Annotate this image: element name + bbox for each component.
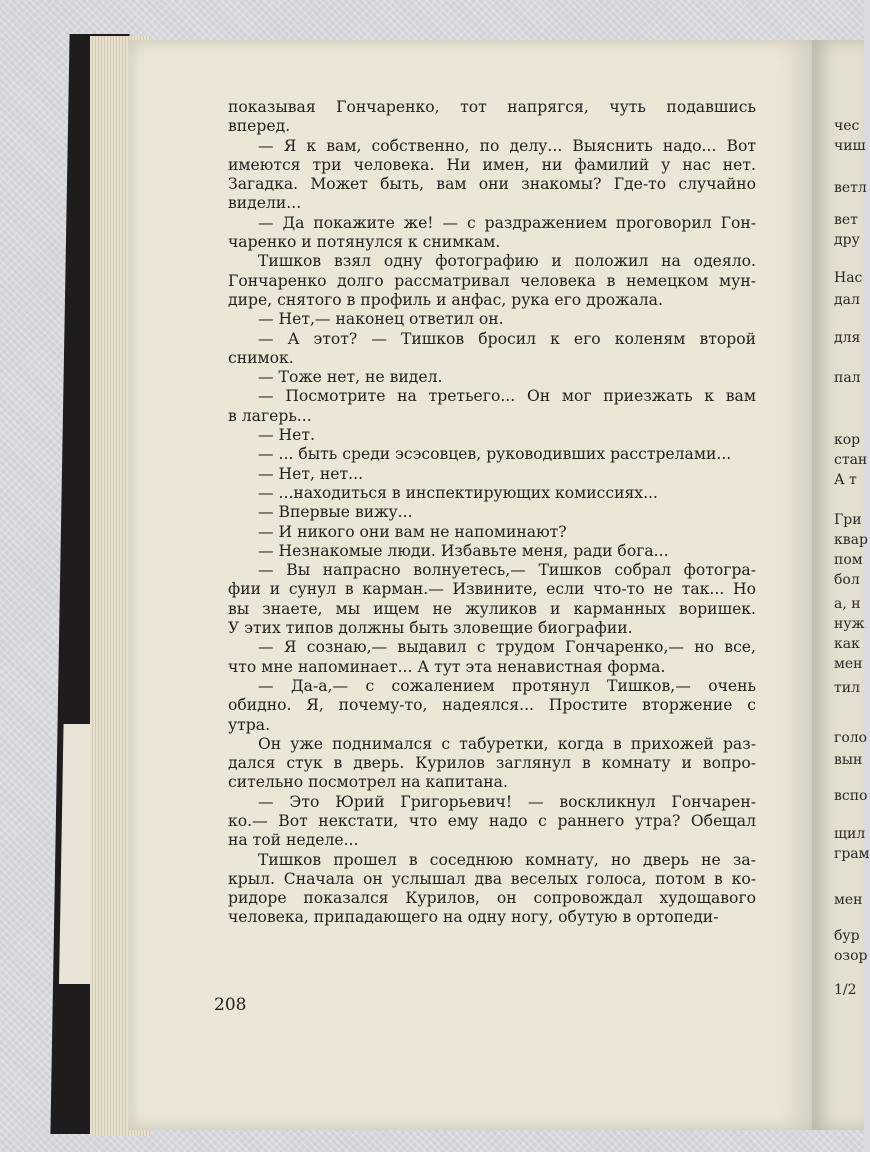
text-line: имеются три человека. Ни имен, ни фамилий у нас нет.: [228, 155, 756, 174]
text-line: Тишков взял одну фотографию и положил на одеяло.: [258, 252, 756, 271]
right-page-fragment: а, н: [834, 596, 861, 612]
paragraph: [228, 214, 756, 253]
right-page-fragment: для: [834, 330, 861, 346]
text-line: ко.— Вот некстати, что ему надо с раннего утра? Обещал: [228, 811, 756, 830]
right-page-fragment: пал: [834, 370, 861, 386]
text-line: дался стук в дверь. Курилов заглянул в комнату и вопро-: [228, 754, 756, 773]
paragraph: [228, 98, 756, 137]
right-page-fragment: стан: [834, 452, 868, 468]
text-line: — Да покажите же! — с раздражением проговорил Гон-: [258, 213, 756, 232]
text-line: дире, снятого в профиль и анфас, рука его дрожала.: [228, 290, 663, 309]
text-line: сительно посмотрел на капитана.: [228, 773, 508, 792]
text-line: — И никого они вам не напоминают?: [258, 522, 567, 541]
right-page-fragment: пом: [834, 552, 863, 568]
text-line: — Посмотрите на третьего... Он мог приезжать к вам: [258, 387, 756, 406]
paragraph: [228, 465, 756, 484]
right-page-fragment: мен: [834, 892, 863, 908]
text-line: снимок.: [228, 348, 294, 367]
page-text: [228, 98, 756, 928]
text-line: Загадка. Может быть, вам они знакомы? Где-то случайно: [228, 175, 756, 194]
paragraph: [228, 310, 756, 329]
right-page-fragment: дру: [834, 232, 860, 248]
text-line: показывая Гончаренко, тот напрягся, чуть подавшись: [228, 98, 756, 116]
text-line: видели...: [228, 194, 302, 213]
text-line: — Нет, нет...: [258, 464, 364, 483]
right-page-fragment: вын: [834, 752, 863, 768]
text-line: — ...находиться в инспектирующих комиссиях...: [258, 483, 658, 502]
text-line: чаренко и потянулся к снимкам.: [228, 233, 501, 252]
page-number: 208: [214, 995, 247, 1015]
paragraph: [228, 387, 756, 426]
text-line: — Нет.: [258, 426, 315, 445]
right-page-fragment: бол: [834, 572, 860, 588]
paragraph: [228, 735, 756, 793]
text-line: — Это Юрий Григорьевич! — воскликнул Гончарен-: [258, 792, 756, 811]
paragraph: [228, 445, 756, 464]
right-page-fragment: нуж: [834, 616, 865, 632]
text-line: на той неделе...: [228, 831, 359, 850]
paragraph: [228, 793, 756, 851]
right-page-fragment: как: [834, 636, 860, 652]
text-line: — Я сознаю,— выдавил с трудом Гончаренко,— но все,: [258, 638, 756, 657]
text-line: — Вы напрасно волнуетесь,— Тишков собрал фотогра-: [258, 561, 756, 580]
paragraph: [228, 368, 756, 387]
text-line: — А этот? — Тишков бросил к его коленям второй: [258, 329, 756, 348]
text-line: Он уже поднимался с табуретки, когда в прихожей раз-: [258, 734, 756, 753]
right-page-fragment: грам: [834, 846, 870, 862]
text-line: — Да-а,— с сожалением протянул Тишков,— очень: [258, 676, 756, 695]
text-line: Тишков прошел в соседнюю комнату, но дверь не за-: [258, 850, 756, 869]
text-line: — ... быть среди эсэсовцев, руководивших расстрелами...: [258, 445, 732, 464]
text-line: — Тоже нет, не видел.: [258, 368, 443, 387]
text-line: вперед.: [228, 117, 291, 136]
text-line: — Нет,— наконец ответил он.: [258, 310, 504, 329]
text-line: человека, припадающего на одну ногу, обутую в ортопеди-: [228, 908, 719, 927]
right-page-fragment: чиш: [834, 138, 866, 154]
right-page-fragment: щил: [834, 826, 866, 842]
right-book-page: [812, 40, 870, 1130]
right-page-fragment: голо: [834, 730, 868, 746]
right-page-fragment: Гри: [834, 512, 862, 528]
right-page-fragment: Нас: [834, 270, 863, 286]
text-line: фии и сунул в карман.— Извините, если что-то не так... Но: [228, 580, 756, 599]
right-page-fragment: вспо: [834, 788, 868, 804]
text-line: в лагерь...: [228, 406, 312, 425]
right-page-fragment: ветл: [834, 180, 867, 196]
right-page-fragment: А т: [834, 472, 857, 488]
paragraph: [228, 252, 756, 310]
text-line: Гончаренко долго рассматривал человека в немецком мун-: [228, 271, 756, 290]
paragraph: [228, 137, 756, 214]
paragraph: [228, 523, 756, 542]
paragraph: [228, 426, 756, 445]
paragraph: [228, 677, 756, 735]
right-page-fragment: чес: [834, 118, 860, 134]
text-line: — Незнакомые люди. Избавьте меня, ради бога...: [258, 541, 669, 560]
paragraph: [228, 503, 756, 522]
text-line: что мне напоминает... А тут эта ненавистная форма.: [228, 657, 666, 676]
text-line: У этих типов должны быть зловещие биографии.: [228, 619, 633, 638]
paragraph: [228, 638, 756, 677]
text-line: обидно. Я, почему-то, надеялся... Простите вторжение с: [228, 696, 756, 715]
paragraph: [228, 542, 756, 561]
paragraph: [228, 561, 756, 638]
right-page-fragment: 1/2: [834, 982, 857, 998]
text-line: — Я к вам, собственно, по делу... Выяснить надо... Вот: [258, 136, 756, 155]
paragraph: [228, 484, 756, 503]
text-line: вы знаете, мы ищем не жуликов и карманных воришек.: [228, 599, 756, 618]
paragraph: [228, 851, 756, 928]
right-page-fragment: вет: [834, 212, 858, 228]
right-page-fragment: кор: [834, 432, 861, 448]
right-page-fragment: дал: [834, 292, 860, 308]
text-line: утра.: [228, 715, 271, 734]
paragraph: [228, 330, 756, 369]
text-line: — Впервые вижу...: [258, 503, 413, 522]
right-page-fragment: озор: [834, 948, 868, 964]
right-page-fragment: квар: [834, 532, 868, 548]
text-line: крыл. Сначала он услышал два веселых голоса, потом в ко-: [228, 869, 756, 888]
right-page-fragment: тил: [834, 680, 860, 696]
text-line: ридоре показался Курилов, он сопровождал худощавого: [228, 889, 756, 908]
right-page-fragment: мен: [834, 656, 863, 672]
right-page-fragment: бур: [834, 928, 860, 944]
